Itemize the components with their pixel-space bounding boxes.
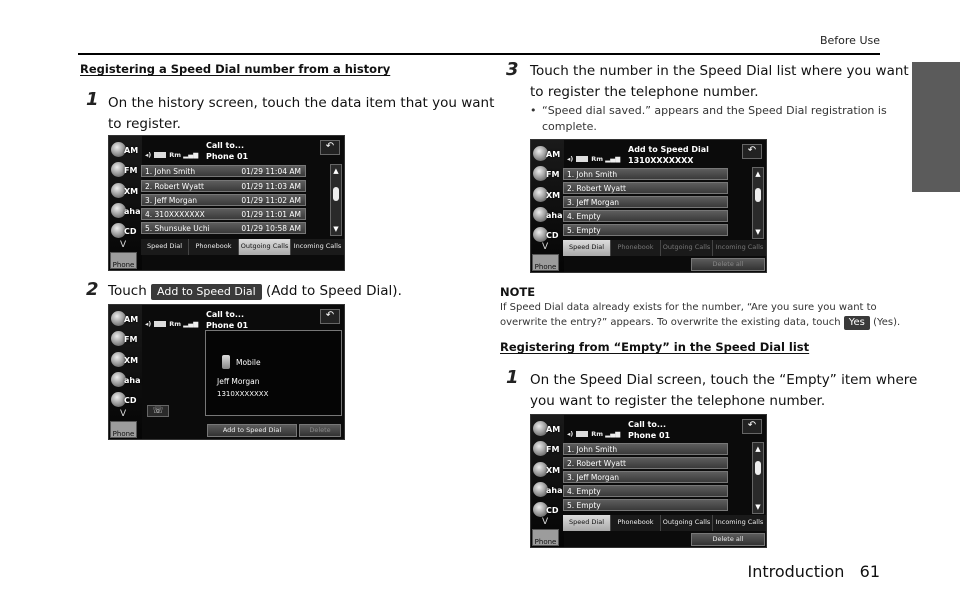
- phone-button[interactable]: Phone: [532, 254, 559, 271]
- step-number: 1: [86, 89, 99, 110]
- scroll-down-icon[interactable]: ▼: [755, 503, 761, 511]
- header-rule: [78, 53, 880, 55]
- tab-speed-dial[interactable]: Speed Dial: [563, 240, 611, 256]
- chevron-down-icon[interactable]: V: [542, 242, 549, 252]
- back-button[interactable]: ↶: [742, 419, 762, 434]
- call-handset-button[interactable]: ☏: [147, 405, 169, 417]
- note-line-prefix: overwrite the entry?” appears. To overwrite the existing data, touch: [500, 317, 844, 328]
- aha-button[interactable]: [111, 201, 141, 221]
- bullet-mark: •: [530, 104, 537, 117]
- signal-icon: ▂▄▆: [183, 151, 199, 159]
- tab-phonebook[interactable]: Phonebook: [189, 239, 239, 255]
- speed-dial-row[interactable]: 2. Robert Wyatt: [563, 182, 728, 194]
- row-time: 01/29 10:58 AM: [241, 224, 301, 233]
- battery-icon: [154, 152, 166, 158]
- note-line-suffix: (Yes).: [869, 317, 901, 328]
- row-name: 5. Shunsuke Uchi: [145, 224, 210, 233]
- title-line: Call to...: [628, 420, 666, 429]
- history-row[interactable]: [141, 222, 306, 234]
- fm-label: FM: [124, 166, 138, 175]
- history-row[interactable]: [141, 180, 306, 192]
- tab-bar: [563, 515, 767, 531]
- step-text-line: On the Speed Dial screen, touch the “Empty” item where: [530, 372, 918, 388]
- tab-speed-dial[interactable]: Speed Dial: [563, 515, 611, 531]
- bluetooth-icon: ◂): [567, 430, 574, 438]
- aha-button[interactable]: [533, 205, 563, 225]
- note-line: [500, 315, 900, 330]
- fm-label: FM: [124, 335, 138, 344]
- tab-outgoing-calls[interactable]: Outgoing Calls: [661, 240, 713, 256]
- step-text: [108, 93, 494, 135]
- step-text-line: to register.: [108, 116, 181, 132]
- xm-button[interactable]: [111, 350, 141, 370]
- scroll-thumb[interactable]: [755, 188, 761, 202]
- title-line: Phone 01: [628, 431, 671, 440]
- chevron-down-icon[interactable]: V: [542, 517, 549, 527]
- fm-button[interactable]: [533, 439, 563, 459]
- aha-button[interactable]: [533, 480, 563, 500]
- title-line: Call to...: [206, 310, 244, 319]
- step-text-line: Touch the number in the Speed Dial list where you want: [530, 63, 909, 79]
- am-label: AM: [124, 146, 139, 155]
- speed-dial-row[interactable]: 3. Jeff Morgan: [563, 196, 728, 208]
- fm-label: FM: [546, 170, 560, 179]
- aha-label: aha: [124, 207, 141, 216]
- chevron-down-icon[interactable]: V: [120, 240, 127, 250]
- section-title-empty: Registering from “Empty” in the Speed Dial list: [500, 340, 810, 354]
- add-to-speed-dial-button[interactable]: Add to Speed Dial: [207, 424, 297, 437]
- aha-button[interactable]: [111, 370, 141, 390]
- roaming-label: Rm: [591, 430, 604, 438]
- row-name: 4. 310XXXXXXX: [145, 210, 205, 219]
- signal-icon: ▂▄▆: [605, 155, 621, 163]
- page-number: 61: [859, 562, 880, 581]
- cd-label: CD: [124, 227, 137, 236]
- note-text: [500, 300, 900, 330]
- tab-outgoing-calls[interactable]: Outgoing Calls: [239, 239, 291, 255]
- bluetooth-icon: ◂): [567, 155, 574, 163]
- xm-label: XM: [124, 356, 139, 365]
- delete-all-button[interactable]: Delete all: [691, 533, 765, 546]
- status-bar: [145, 151, 198, 159]
- step-text: [530, 370, 917, 412]
- step-number: 3: [506, 59, 519, 80]
- row-name: 2. Robert Wyatt: [145, 182, 204, 191]
- xm-label: XM: [546, 191, 561, 200]
- speed-dial-row[interactable]: 3. Jeff Morgan: [563, 471, 728, 483]
- chapter-tab: [912, 62, 960, 192]
- history-row[interactable]: [141, 194, 306, 206]
- tab-incoming-calls[interactable]: Incoming Calls: [713, 240, 767, 256]
- phone-type: Mobile: [236, 358, 261, 367]
- am-button[interactable]: [533, 419, 563, 439]
- battery-icon: [576, 156, 588, 162]
- back-button[interactable]: ↶: [742, 144, 762, 159]
- speed-dial-screen: [530, 414, 767, 548]
- title-line: Call to...: [206, 141, 244, 150]
- screen-title: [628, 144, 709, 166]
- row-time: 01/29 11:03 AM: [241, 182, 301, 191]
- mobile-phone-icon: [222, 355, 230, 369]
- aha-label: aha: [546, 211, 563, 220]
- tab-incoming-calls[interactable]: Incoming Calls: [291, 239, 345, 255]
- note-line: If Speed Dial data already exists for the number, “Are you sure you want to: [500, 302, 877, 313]
- row-time: 01/29 11:04 AM: [241, 167, 301, 176]
- scroll-down-icon[interactable]: ▼: [333, 225, 339, 233]
- title-line: 1310XXXXXXX: [628, 156, 694, 165]
- roaming-label: Rm: [169, 320, 182, 328]
- step-text: [108, 281, 402, 302]
- bullet-line: “Speed dial saved.” appears and the Speed Dial registration is: [542, 104, 887, 117]
- am-button[interactable]: [533, 144, 563, 164]
- scroll-thumb[interactable]: [755, 461, 761, 475]
- aha-label: aha: [546, 486, 563, 495]
- phone-button[interactable]: Phone: [532, 529, 559, 546]
- title-line: Add to Speed Dial: [628, 145, 709, 154]
- signal-icon: ▂▄▆: [605, 430, 621, 438]
- tab-phonebook[interactable]: Phonebook: [611, 515, 661, 531]
- scroll-up-icon[interactable]: ▲: [333, 167, 339, 175]
- tab-bar: [141, 239, 345, 255]
- source-sidebar: [531, 415, 564, 547]
- delete-all-button[interactable]: Delete all: [691, 258, 765, 271]
- phone-button[interactable]: Phone: [110, 252, 137, 269]
- speed-dial-row[interactable]: 5. Empty: [563, 499, 728, 511]
- scroll-up-icon[interactable]: ▲: [755, 170, 761, 178]
- header-section-label: Before Use: [819, 34, 880, 47]
- fm-label: FM: [546, 445, 560, 454]
- scrollbar[interactable]: [752, 167, 764, 239]
- cd-label: CD: [546, 231, 559, 240]
- contact-name: Jeff Morgan: [217, 377, 260, 386]
- aha-label: aha: [124, 376, 141, 385]
- step-text-line: you want to register the telephone number.: [530, 393, 826, 409]
- scrollbar[interactable]: [330, 164, 342, 236]
- title-line: Phone 01: [206, 152, 249, 161]
- xm-button[interactable]: [533, 460, 563, 480]
- row-time: 01/29 11:02 AM: [241, 196, 301, 205]
- speed-dial-row[interactable]: 2. Robert Wyatt: [563, 457, 728, 469]
- screen-title: [206, 140, 248, 162]
- phone-button[interactable]: Phone: [110, 421, 137, 438]
- contact-number: 1310XXXXXXX: [217, 390, 269, 398]
- cd-button[interactable]: [111, 221, 141, 241]
- tab-phonebook[interactable]: Phonebook: [611, 240, 661, 256]
- note-title: NOTE: [500, 285, 536, 299]
- am-label: AM: [124, 315, 139, 324]
- speed-dial-row[interactable]: 1. John Smith: [563, 168, 728, 180]
- speed-dial-row[interactable]: 4. Empty: [563, 485, 728, 497]
- xm-label: XM: [124, 187, 139, 196]
- status-bar: [567, 430, 620, 438]
- tab-speed-dial[interactable]: Speed Dial: [141, 239, 189, 255]
- step-text-line: to register the telephone number.: [530, 84, 759, 100]
- scroll-down-icon[interactable]: ▼: [755, 228, 761, 236]
- row-name: 1. John Smith: [145, 167, 196, 176]
- history-row[interactable]: [141, 165, 306, 177]
- bluetooth-icon: ◂): [145, 151, 152, 159]
- yes-button: Yes: [844, 316, 870, 330]
- speed-dial-row[interactable]: 1. John Smith: [563, 443, 728, 455]
- am-label: AM: [546, 150, 561, 159]
- fm-button[interactable]: [533, 164, 563, 184]
- row-time: 01/29 11:01 AM: [241, 210, 301, 219]
- fm-button[interactable]: [111, 329, 141, 349]
- am-button[interactable]: [111, 309, 141, 329]
- signal-icon: ▂▄▆: [183, 320, 199, 328]
- roaming-label: Rm: [591, 155, 604, 163]
- tab-bar: [563, 240, 767, 256]
- add-to-speed-dial-button: Add to Speed Dial: [151, 284, 262, 300]
- section-title-history: Registering a Speed Dial number from a history: [80, 62, 391, 76]
- source-sidebar: [109, 305, 142, 439]
- scrollbar[interactable]: [752, 442, 764, 514]
- step-text-suffix: (Add to Speed Dial).: [261, 283, 402, 299]
- bluetooth-icon: ◂): [145, 320, 152, 328]
- step-text: [530, 61, 909, 103]
- bullet-text: [542, 103, 887, 135]
- tab-outgoing-calls[interactable]: Outgoing Calls: [661, 515, 713, 531]
- source-sidebar: [531, 140, 564, 272]
- chevron-down-icon[interactable]: V: [120, 409, 127, 419]
- source-sidebar: [109, 136, 142, 270]
- step-number: 1: [506, 367, 519, 388]
- tab-incoming-calls[interactable]: Incoming Calls: [713, 515, 767, 531]
- fm-button[interactable]: [111, 160, 141, 180]
- scroll-up-icon[interactable]: ▲: [755, 445, 761, 453]
- speed-dial-select-screen: [530, 139, 767, 273]
- xm-button[interactable]: [533, 185, 563, 205]
- screen-title: [628, 419, 670, 441]
- speed-dial-row[interactable]: 5. Empty: [563, 224, 728, 236]
- battery-icon: [154, 321, 166, 327]
- scroll-thumb[interactable]: [333, 187, 339, 201]
- screen-title: [206, 309, 248, 331]
- speed-dial-row[interactable]: 4. Empty: [563, 210, 728, 222]
- xm-button[interactable]: [111, 181, 141, 201]
- step-number: 2: [86, 279, 99, 300]
- delete-button[interactable]: Delete: [299, 424, 341, 437]
- back-button[interactable]: ↶: [320, 309, 340, 324]
- row-name: 3. Jeff Morgan: [145, 196, 198, 205]
- title-line: Phone 01: [206, 321, 249, 330]
- history-screen: [108, 135, 345, 271]
- battery-icon: [576, 431, 588, 437]
- history-row[interactable]: [141, 208, 306, 220]
- back-button[interactable]: ↶: [320, 140, 340, 155]
- status-bar: [567, 155, 620, 163]
- step-text-line: On the history screen, touch the data item that you want: [108, 95, 495, 111]
- am-button[interactable]: [111, 140, 141, 160]
- cd-button[interactable]: [111, 390, 141, 410]
- cd-label: CD: [124, 396, 137, 405]
- cd-label: CD: [546, 506, 559, 515]
- contact-detail-panel: [205, 330, 342, 416]
- step-text-prefix: Touch: [108, 283, 152, 299]
- chapter-name: Introduction: [747, 562, 845, 581]
- call-detail-screen: [108, 304, 345, 440]
- bullet-line: complete.: [542, 120, 597, 133]
- xm-label: XM: [546, 466, 561, 475]
- page-footer: [747, 562, 880, 581]
- roaming-label: Rm: [169, 151, 182, 159]
- am-label: AM: [546, 425, 561, 434]
- status-bar: [145, 320, 198, 328]
